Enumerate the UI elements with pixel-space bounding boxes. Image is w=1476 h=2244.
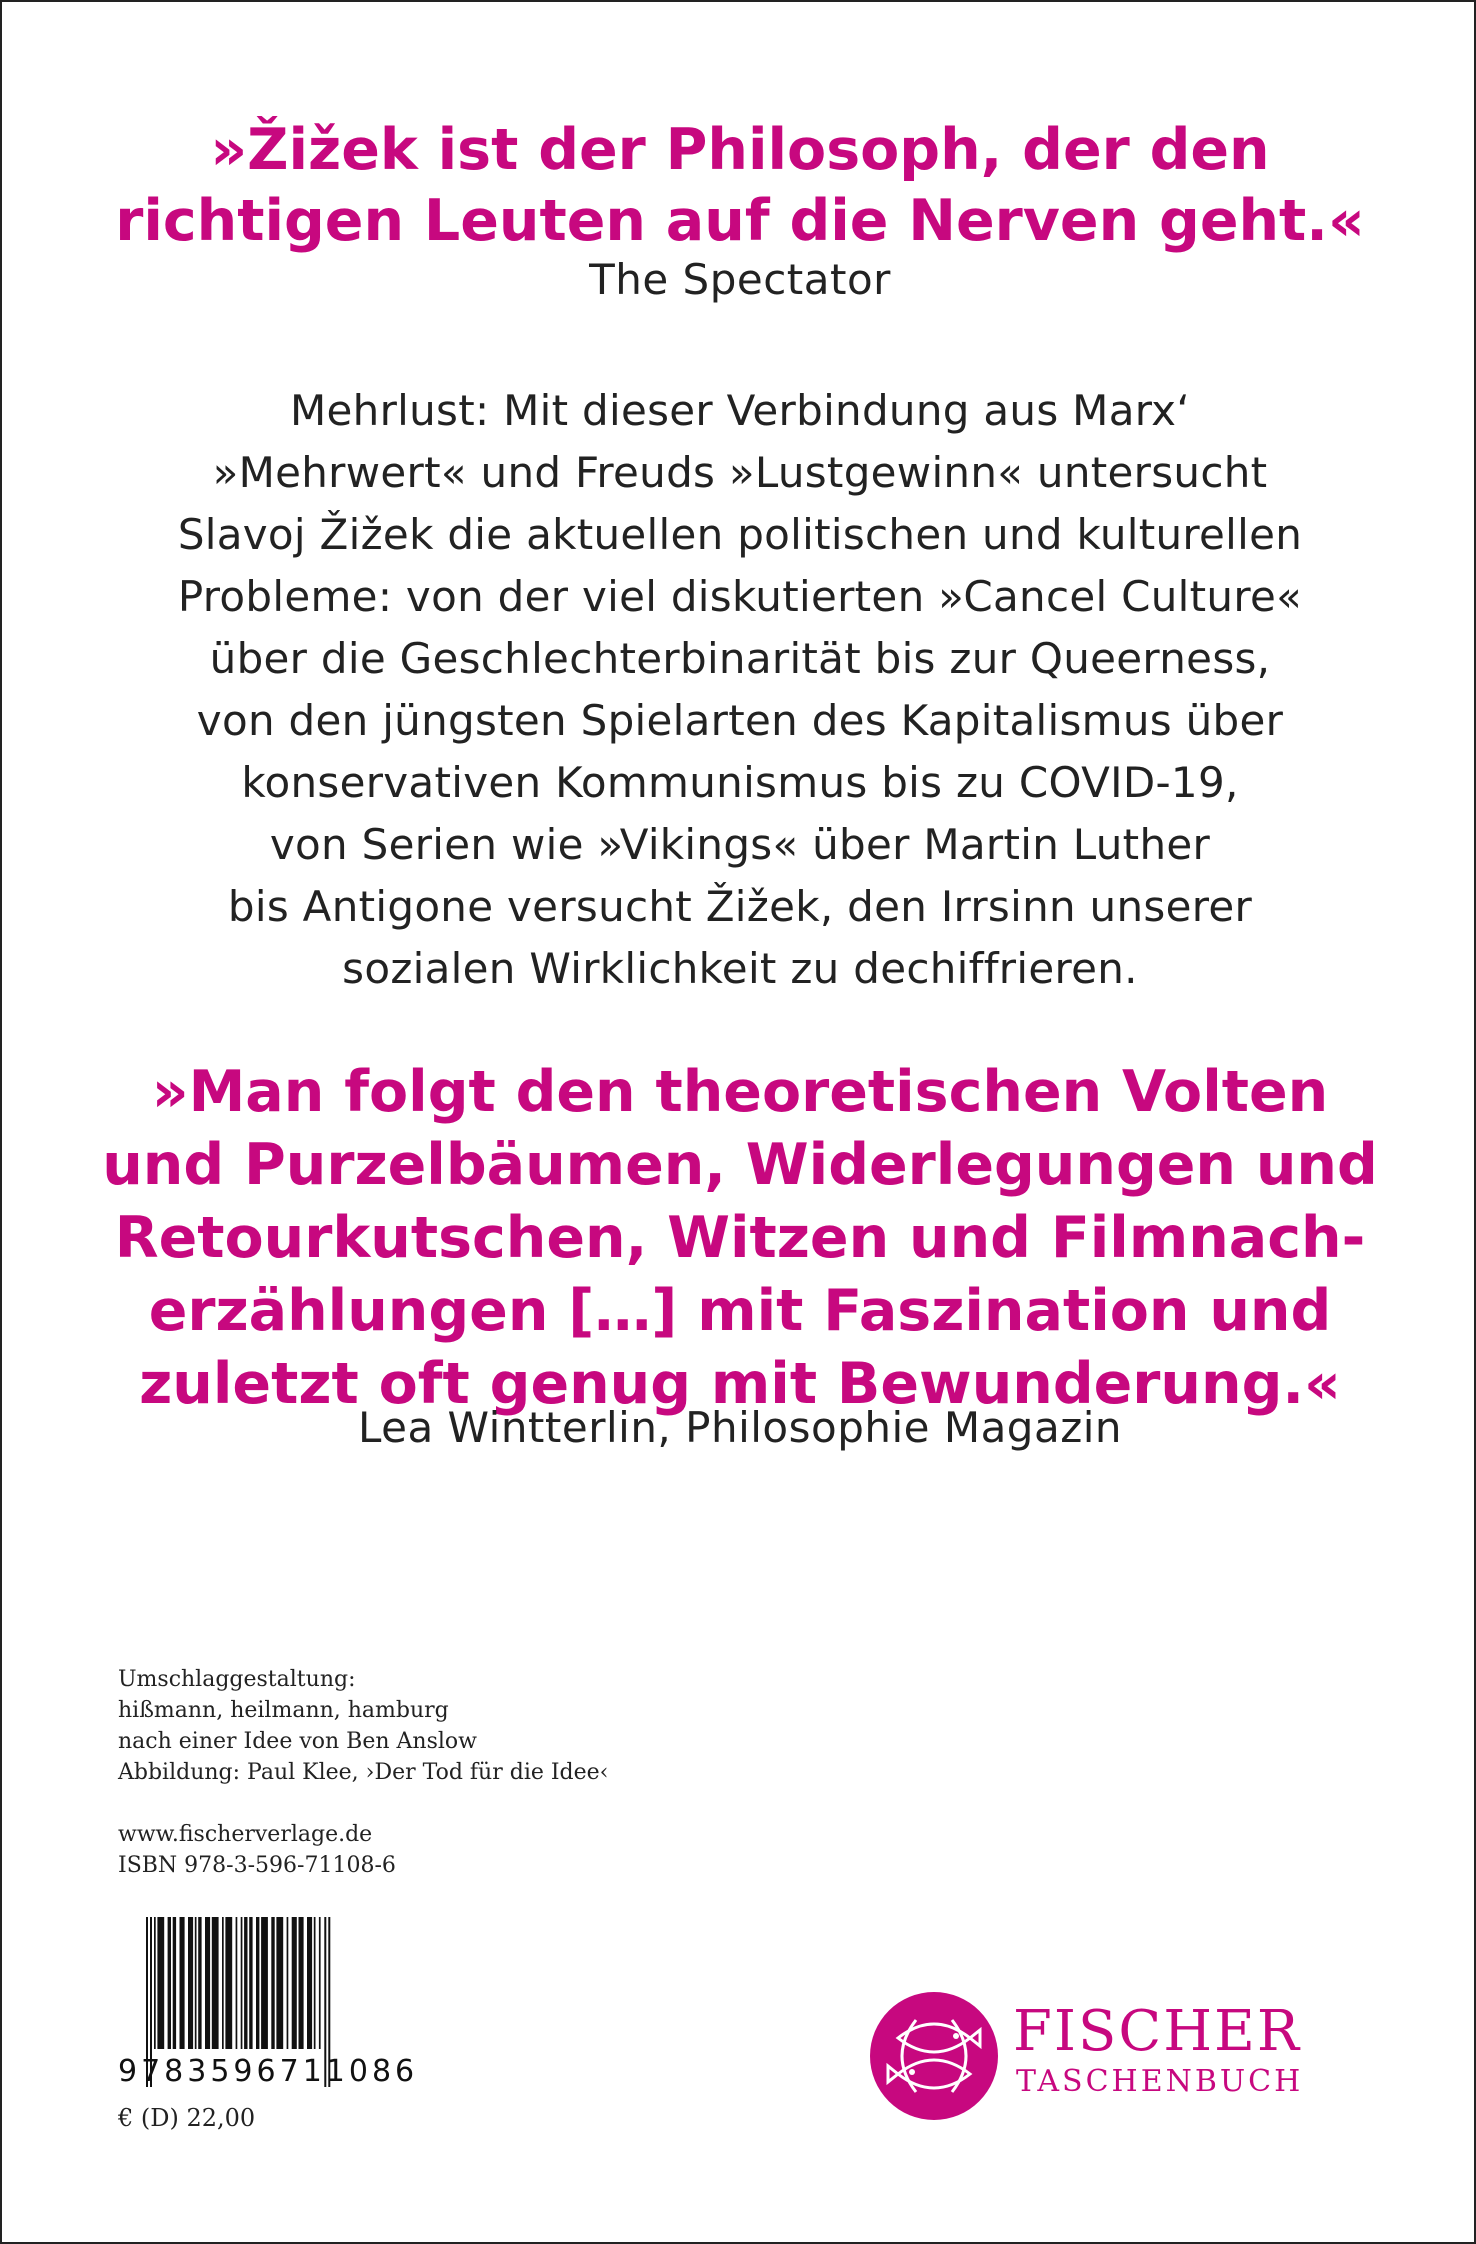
barcode-bar: [249, 1917, 252, 2049]
quote-line: Retourkutschen, Witzen und Filmnach-: [114, 1205, 1366, 1271]
barcode-bar: [287, 1917, 289, 2049]
quote-line: erzählungen […] mit Faszination und: [148, 1278, 1332, 1344]
barcode-bar: [168, 1917, 171, 2049]
logo-title: FISCHER: [1013, 1999, 1302, 2064]
description-line: sozialen Wirklichkeit zu dechiffrieren.: [342, 944, 1138, 993]
barcode-bar: [276, 1917, 283, 2049]
description-line: von den jüngsten Spielarten des Kapitalismus über: [196, 696, 1284, 745]
book-description: [2, 380, 1476, 1000]
barcode-bar: [271, 1917, 274, 2049]
price: € (D) 22,00: [118, 2104, 256, 2132]
press-quote-top: [2, 115, 1476, 257]
barcode-bar: [225, 1917, 232, 2049]
quote-line: richtigen Leuten auf die Nerven geht.«: [115, 188, 1365, 254]
fischer-fish-icon: [868, 1990, 1000, 2122]
credit-line: nach einer Idee von Ben Anslow: [118, 1729, 477, 1754]
logo-subtitle: TASCHENBUCH: [1016, 2064, 1304, 2099]
description-line: konservativen Kommunismus bis zu COVID-19,: [241, 758, 1239, 807]
quote-line: »Man folgt den theoretischen Volten: [151, 1059, 1329, 1125]
barcode-bar: [180, 1917, 185, 2049]
publisher-website: www.fischerverlage.de: [118, 1822, 373, 1847]
barcode-bar: [292, 1917, 297, 2049]
barcode-bar: [236, 1917, 238, 2049]
press-quote-bottom: [2, 1056, 1476, 1421]
barcode-bar: [188, 1917, 193, 2049]
barcode-bar: [195, 1917, 197, 2049]
quote-line: »Žižek ist der Philosoph, der den: [210, 117, 1270, 183]
quote-line: und Purzelbäumen, Widerlegungen und: [102, 1132, 1378, 1198]
barcode-bar: [307, 1917, 312, 2049]
barcode-bar: [314, 1917, 316, 2049]
description-line: bis Antigone versucht Žižek, den Irrsinn unserer: [227, 882, 1253, 931]
description-line: Probleme: von der viel diskutierten »Cancel Culture«: [177, 572, 1303, 621]
description-line: Mehrlust: Mit dieser Verbindung aus Marx‘: [290, 386, 1190, 435]
description-line: »Mehrwert« und Freuds »Lustgewinn« untersucht: [212, 448, 1268, 497]
quote-source-top: The Spectator: [589, 255, 891, 304]
barcode-bar: [154, 1917, 156, 2049]
barcode-bar: [261, 1917, 268, 2049]
description-line: von Serien wie »Vikings« über Martin Luther: [269, 820, 1211, 869]
barcode-bar: [173, 1917, 176, 2049]
barcode-digits: 9783596711086: [118, 2054, 419, 2089]
credit-line: hißmann, heilmann, hamburg: [118, 1698, 449, 1723]
barcode-bar: [222, 1917, 224, 2049]
barcode-bar: [299, 1917, 304, 2049]
barcode-bar: [198, 1917, 201, 2049]
barcode-bar: [157, 1917, 164, 2049]
isbn: ISBN 978-3-596-71108-6: [118, 1853, 396, 1878]
barcode-bar: [241, 1917, 243, 2049]
barcode-bar: [319, 1917, 321, 2049]
barcode-bar: [205, 1917, 210, 2049]
credit-line: Abbildung: Paul Klee, ›Der Tod für die Idee‹: [118, 1760, 609, 1785]
quote-source-bottom: Lea Wintterlin, Philosophie Magazin: [357, 1403, 1123, 1452]
description-line: Slavoj Žižek die aktuellen politischen und kulturellen: [177, 510, 1303, 559]
barcode-bar: [244, 1917, 247, 2049]
description-line: über die Geschlechterbinarität bis zur Queerness,: [209, 634, 1271, 683]
barcode-bar: [256, 1917, 259, 2049]
cover-credits: [118, 1664, 608, 1881]
barcode-bar: [212, 1917, 219, 2049]
credit-line: Umschlaggestaltung:: [118, 1667, 356, 1692]
quote-line: zuletzt oft genug mit Bewunderung.«: [139, 1351, 1341, 1417]
publisher-logo: [868, 1990, 1418, 2140]
